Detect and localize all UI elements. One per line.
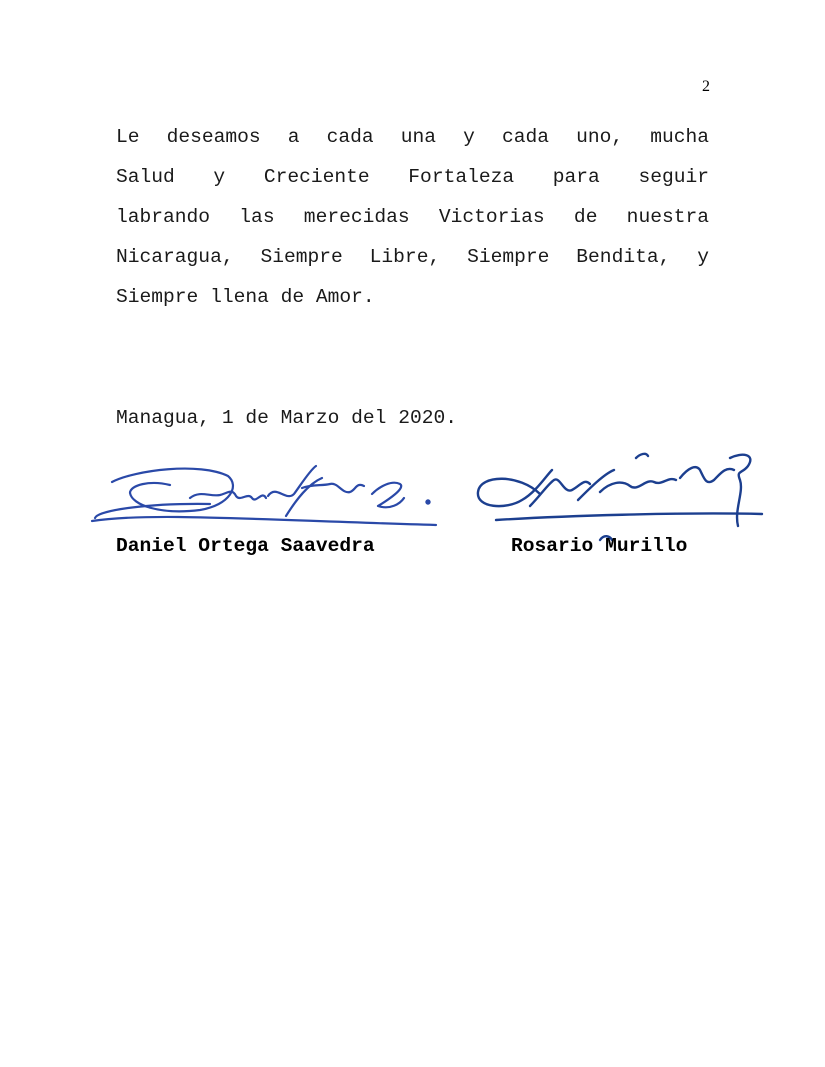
signer-name-rosario-murillo: Rosario Murillo <box>511 535 688 557</box>
paragraph-line: Le deseamos a cada una y cada uno, mucha <box>116 126 709 148</box>
paragraph-line: Nicaragua, Siempre Libre, Siempre Bendita, y <box>116 246 709 268</box>
letter-paragraph <box>116 117 709 317</box>
paragraph-line: labrando las merecidas Victorias de nuestra <box>116 206 709 228</box>
paragraph-line: Siempre llena de Amor. <box>116 286 375 308</box>
paragraph-line: Salud y Creciente Fortaleza para seguir <box>116 166 709 188</box>
signature-daniel-ortega <box>92 466 436 525</box>
place-date-line: Managua, 1 de Marzo del 2020. <box>116 407 457 429</box>
signer-name-daniel-ortega: Daniel Ortega Saavedra <box>116 535 375 557</box>
signature-rosario-murillo <box>478 454 762 540</box>
page-number: 2 <box>702 78 710 95</box>
